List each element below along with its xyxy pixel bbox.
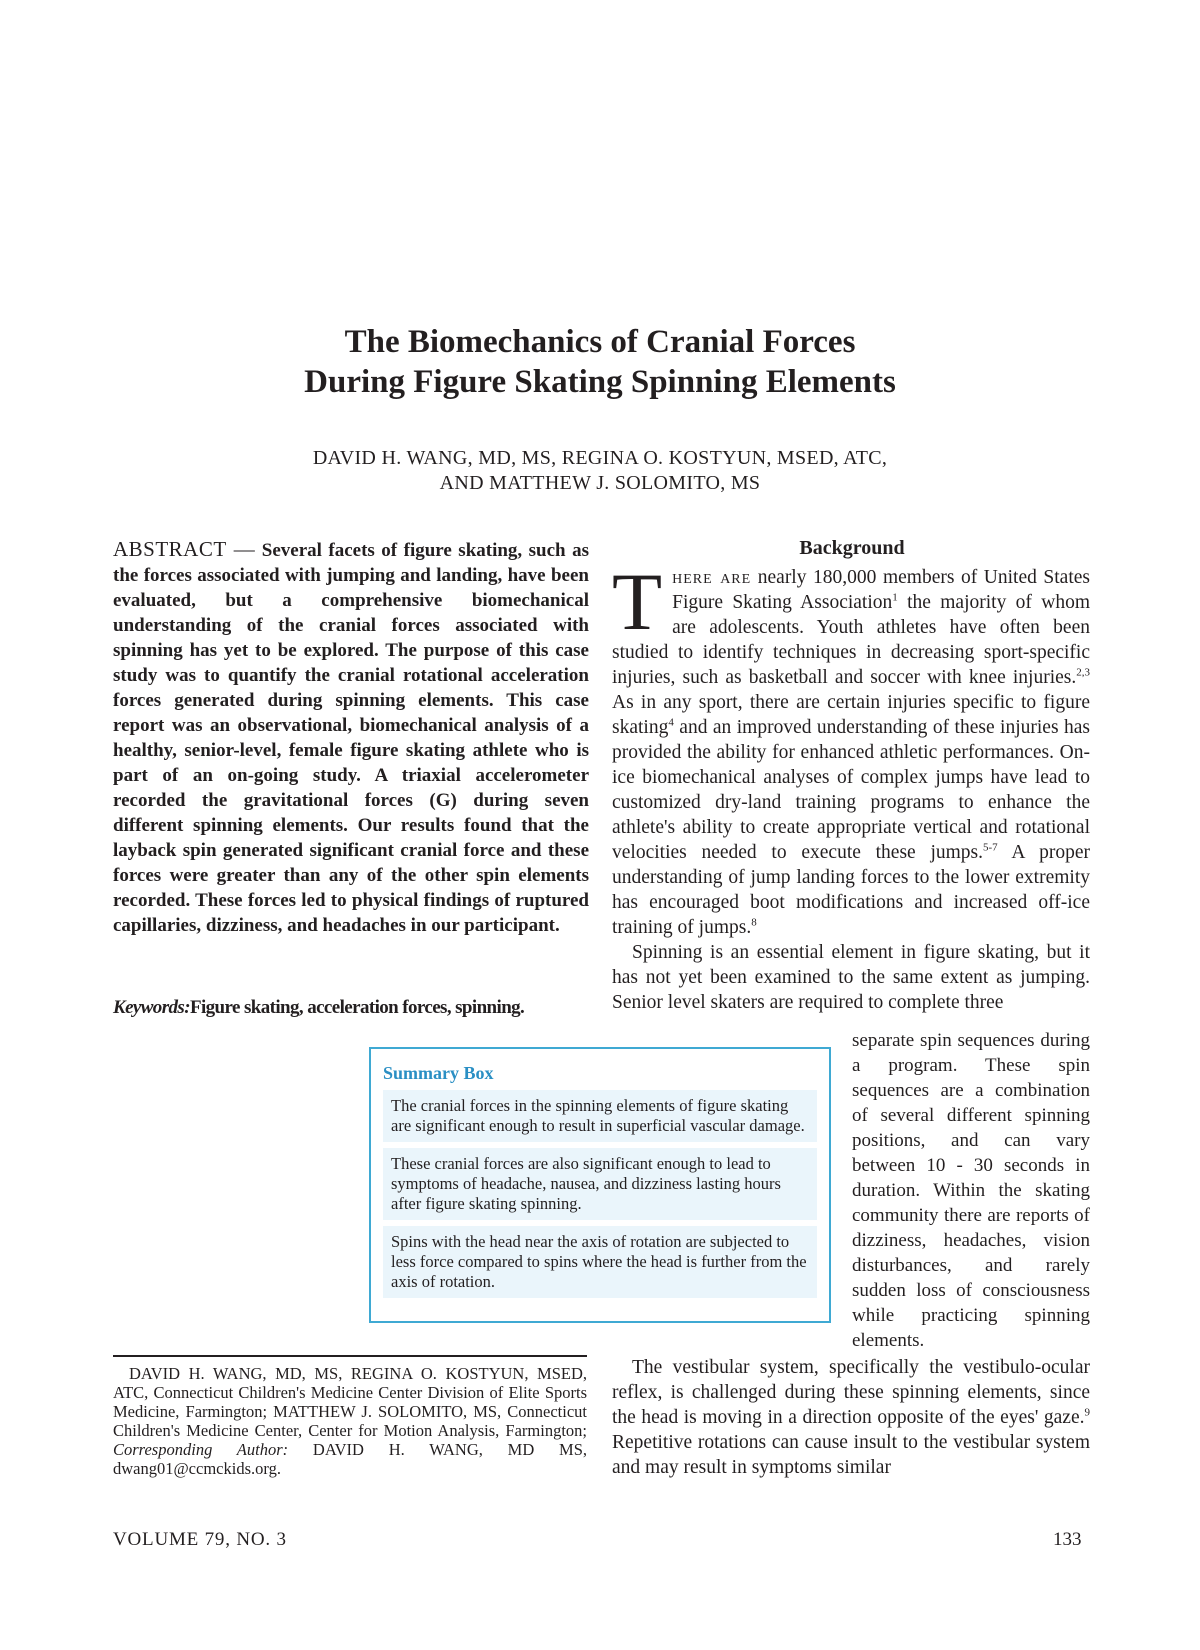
background-paragraph-1 — [612, 556, 1090, 940]
background-paragraph-2: Spinning is an essential element in figure skating, but it has not yet been examined to the same extent as jumping. Senior level skaters are required to complete three — [612, 942, 1090, 1013]
background-paragraph-3 — [612, 1355, 1090, 1480]
citation-1: 1 — [892, 591, 898, 604]
opening-smallcaps: here are — [672, 567, 752, 588]
volume-issue: VOLUME 79, NO. 3 — [113, 1529, 287, 1550]
summary-item — [383, 1148, 817, 1220]
citation-2-3: 2,3 — [1076, 666, 1090, 679]
section-heading-background: Background — [799, 537, 905, 559]
affiliation-text: DAVID H. WANG, MD, MS, REGINA O. KOSTYUN, MSED, ATC, Connecticut Children's Medicine Center Division of Elite Sports Medicine, Farmington; MATTHEW J. SOLOMITO, MS, Connecticut Children's Medicine Center, Center for Motion Analysis, Farmington; — [113, 1364, 587, 1440]
paragraph-3-text-a: The vestibular system, specifically the vestibulo-ocular reflex, is challenged during these spinning elements, since the head is moving in a direction opposite of the eyes' gaze. — [612, 1357, 1090, 1428]
corresponding-author-text: DAVID H. WANG, MD MS, dwang01@ccmckids.org. — [113, 1440, 587, 1478]
author-list — [0, 446, 1200, 496]
abstract-text: Several facets of figure skating, such as the forces associated with jumping and landing, have been evaluated, but a comprehensive biomechanical understanding of the cranial forces associated with spinning has yet to be explored. The purpose of this case study was to quantify the cranial rotational acceleration forces generated during spinning elements. This case report was an observational, biomechanical analysis of a healthy, senior-level, female figure skating athlete who is part of an on-going study. A triaxial accelerometer recorded the gravitational forces (G) during seven different spinning elements. Our results found that the layback spin generated significant cranial force and these forces were greater than any of the other spin elements recorded. These forces led to physical findings of ruptured capillaries, dizziness, and headaches in our participant. — [113, 540, 589, 936]
background-paragraph-2-continued: separate spin sequences during a program. These spin sequences are a combination of several different spinning positions, and can vary between 10 - 30 seconds in duration. Within the skating community there are reports of dizziness, headaches, vision disturbances, and rarely sudden loss of consciousness while practicing spinning elements. — [852, 1030, 1090, 1351]
author-affiliations — [113, 1364, 587, 1478]
paragraph-1-text-a: nearly 180,000 members of United States Figure Skating Association — [672, 567, 1090, 613]
paragraph-1-text-b: the majority of whom are adolescents. Youth athletes have often been studied to identify techniques in decreasing sport-specific injuries, such as basketball and soccer with knee injuries. — [612, 592, 1090, 688]
article-title — [0, 322, 1200, 402]
authors-line-2: AND MATTHEW J. SOLOMITO, MS — [439, 472, 761, 494]
abstract — [113, 537, 589, 938]
paragraph-1-text-e: A proper understanding of jump landing forces to the lower extremity has encouraged boot modifications and increased off-ice training of jumps. — [612, 842, 1090, 938]
paragraph-1-text-d: and an improved understanding of these injuries has provided the ability for enhanced athletic performances. On-ice biomechanical analyses of complex jumps have lead to customized dry-land training programs to enhance the athlete's ability to create appropriate vertical and rotational velocities needed to execute these jumps. — [612, 717, 1090, 863]
corresponding-author-label: Corresponding Author: — [113, 1440, 289, 1459]
citation-4: 4 — [668, 716, 674, 729]
summary-box-title: Summary Box — [383, 1063, 494, 1083]
drop-cap: T — [612, 556, 663, 647]
paragraph-1-text-c: As in any sport, there are certain injuries specific to figure skating — [612, 692, 1090, 738]
citation-8: 8 — [751, 916, 757, 929]
summary-box — [369, 1047, 831, 1323]
page-number: 133 — [1053, 1529, 1082, 1550]
keywords-text: Figure skating, acceleration forces, spinning. — [189, 997, 525, 1018]
summary-item-lead: Spins with the head — [391, 1232, 521, 1251]
citation-9: 9 — [1084, 1406, 1090, 1419]
summary-item — [383, 1226, 817, 1298]
title-line-2: During Figure Skating Spinning Elements — [304, 364, 896, 400]
summary-item-lead: The cranial forces — [391, 1096, 511, 1115]
summary-item-text: in the spinning elements of figure skating are significant enough to result in superficial vascular damage. — [391, 1096, 805, 1135]
abstract-label: ABSTRACT — — [113, 537, 256, 561]
title-line-1: The Biomechanics of Cranial Forces — [344, 324, 856, 360]
keywords-label: Keywords: — [113, 997, 190, 1018]
background-body — [612, 556, 1090, 1015]
summary-item-lead: These cranial forces — [391, 1154, 524, 1173]
summary-item — [383, 1090, 817, 1142]
citation-5-7: 5-7 — [983, 841, 998, 854]
summary-item-text: near the axis of rotation are subjected to less force compared to spins where the head is further from the axis of rotation. — [391, 1232, 807, 1291]
summary-item-text: are also significant enough to lead to symptoms of headache, nausea, and dizziness lasting hours after figure skating spinning. — [391, 1154, 781, 1213]
authors-line-1: DAVID H. WANG, MD, MS, REGINA O. KOSTYUN, MSED, ATC, — [312, 447, 888, 469]
footnote-divider — [113, 1355, 587, 1357]
paragraph-3-text-b: Repetitive rotations can cause insult to the vestibular system and may result in symptoms similar — [612, 1432, 1090, 1478]
keywords — [113, 995, 589, 1020]
